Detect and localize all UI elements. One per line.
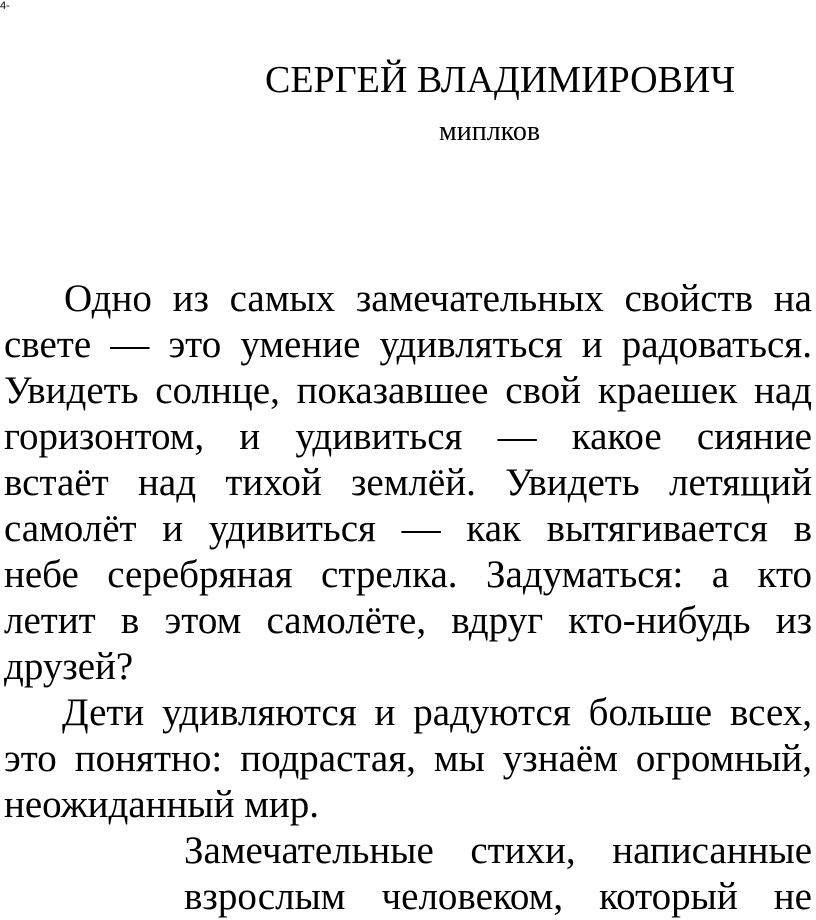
text-line: взрослым человеком, который не	[184, 875, 812, 918]
author-surname: миплков	[439, 116, 541, 147]
text-line: это понятно: подрастая, мы узнаём огромный,	[4, 737, 812, 780]
text-line: Одно из самых замечательных свойств на	[64, 277, 812, 320]
text-line: встаёт над тихой землёй. Увидеть летящий	[4, 461, 812, 504]
text-line: свете — это умение удивляться и радоваться.	[4, 323, 812, 366]
author-name: СЕРГЕЙ ВЛАДИМИРОВИЧ	[265, 59, 736, 101]
text-line: небе серебряная стрелка. Задуматься: а кто	[4, 553, 812, 596]
text-line: Замечательные стихи, написанные	[184, 829, 812, 872]
text-line: летит в этом самолёте, вдруг кто-нибудь из	[4, 599, 812, 642]
text-line: неожиданный мир.	[4, 783, 320, 826]
text-line: Увидеть солнце, показавшее свой краешек над	[4, 369, 812, 412]
text-line: Дети удивляются и радуются больше всех,	[62, 691, 812, 734]
page-marker: 4-	[0, 0, 10, 12]
text-line: горизонтом, и удивиться — какое сияние	[4, 415, 812, 458]
text-line: самолёт и удивиться — как вытягивается в	[4, 507, 812, 550]
text-line: друзей?	[4, 645, 134, 688]
